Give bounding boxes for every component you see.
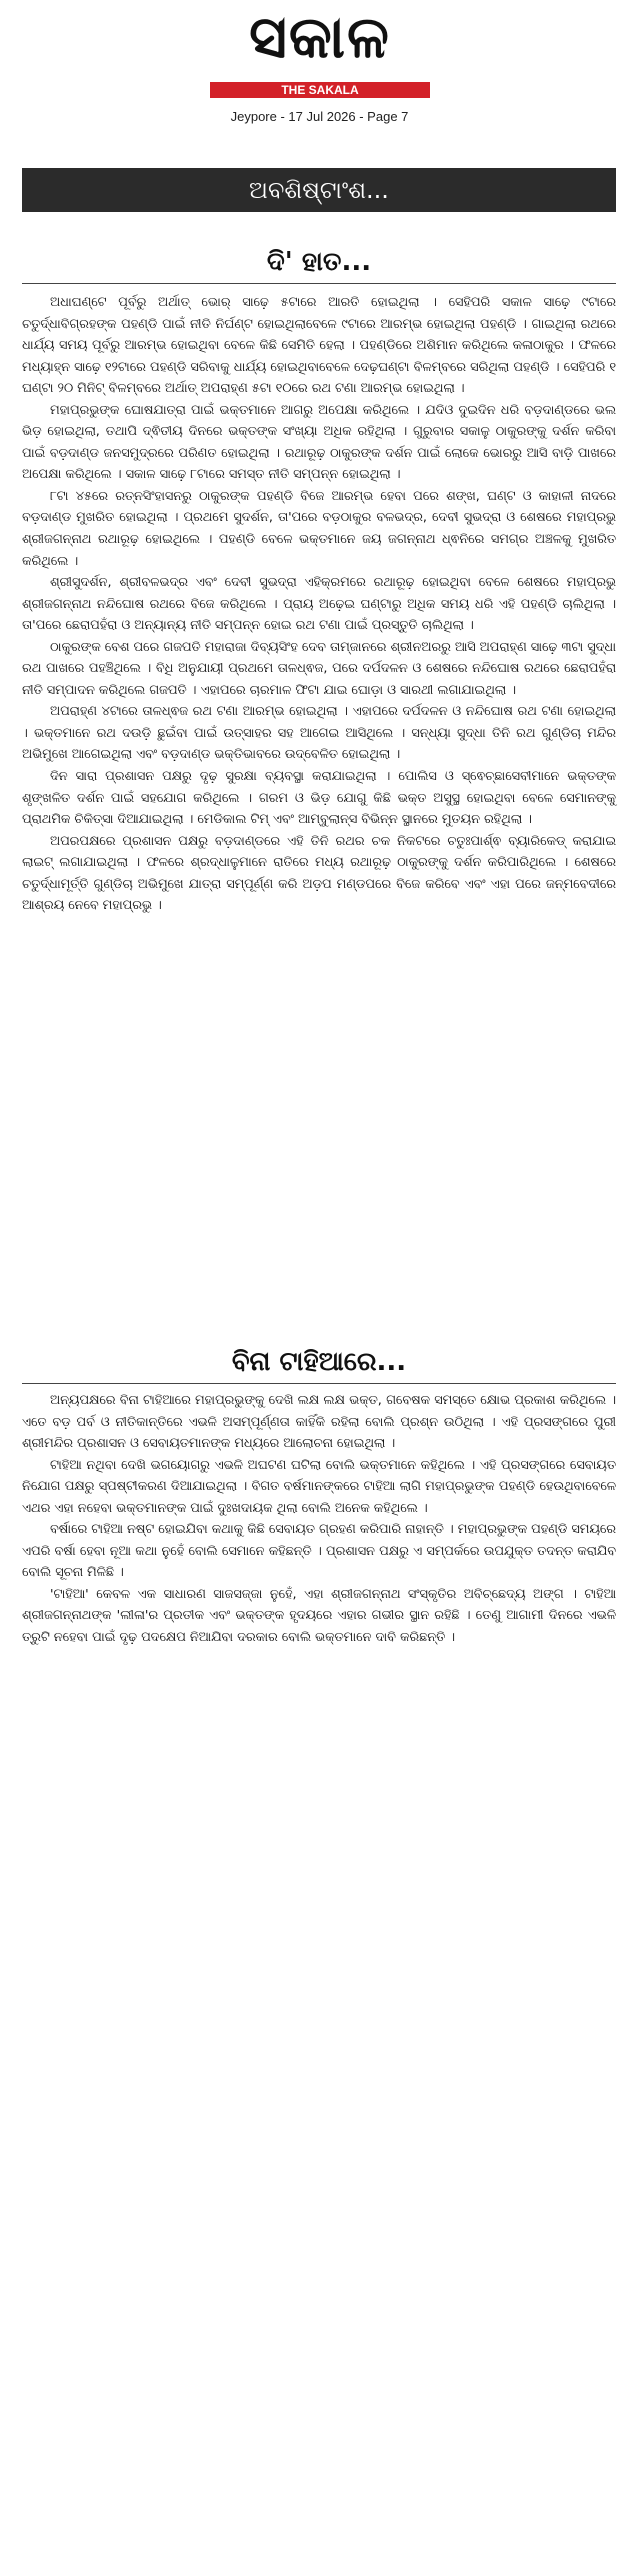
logo-subtitle: THE SAKALA (281, 83, 359, 97)
paragraph: ଅପରାହ୍ଣ ୪ଟାରେ ତାଳଧ୍ଵଜ ରଥ ଟଣା ଆରମ୍ଭ ହୋଇଥିଲା । ଏହାପରେ ଦର୍ପଦଳନ ଓ ନନ୍ଦିଘୋଷ ରଥ ଟଣା ହୋଇଥିଲା । ଭକ୍ତମାନେ ରଥ ଦଉଡ଼ି ଛୁଇଁବା ପାଇଁ ଉତ୍ସାହର ସହ ଆଗେଇ ଆସିଥିଲେ । ସନ୍ଧ୍ୟା ସୁଦ୍ଧା ତିନି ରଥ ଗୁଣ୍ଡିଚା ମନ୍ଦିର ଅଭିମୁଖେ ଆଗେଇଥିଲା ଏବଂ ବଡ଼ଦାଣ୍ଡ ଭକ୍ତିଭାବରେ ଉଦ୍‌ବେଳିତ ହୋଇଥିଲା । (22, 704, 616, 763)
article-2-body (22, 1390, 616, 2555)
section-banner (22, 168, 616, 212)
heading-rule (22, 283, 616, 284)
article-1-body (22, 292, 616, 1322)
paragraph: ଦିନ ସାରା ପ୍ରଶାସନ ପକ୍ଷରୁ ଦୃଢ଼ ସୁରକ୍ଷା ବ୍ୟବସ୍ଥା କରାଯାଇଥିଲା । ପୋଲିସ ଓ ସ୍ଵେଚ୍ଛାସେବୀମାନେ ଭକ୍ତଙ୍କ ଶୃଙ୍ଖଳିତ ଦର୍ଶନ ପାଇଁ ସହଯୋଗ କରିଥିଲେ । ଗରମ ଓ ଭିଡ଼ ଯୋଗୁ କିଛି ଭକ୍ତ ଅସୁସ୍ଥ ହୋଇଥିବା ବେଳେ ସେମାନଙ୍କୁ ପ୍ରାଥମିକ ଚିକିତ୍ସା ଦିଆଯାଇଥିଲା । ମେଡିକାଲ ଟିମ୍ ଏବଂ ଆମ୍ବୁଲାନ୍ସ ବିଭିନ୍ନ ସ୍ଥାନରେ ମୁତୟନ ରହିଥିଲା । (22, 769, 616, 828)
paragraph: 'ଟାହିଆ' କେବଳ ଏକ ସାଧାରଣ ସାଜସଜ୍ଜା ନୁହେଁ, ଏହା ଶ୍ରୀଜଗନ୍ନାଥ ସଂସ୍କୃତିର ଅବିଚ୍ଛେଦ୍ୟ ଅଙ୍ଗ । ଟାହିଆ ଶ୍ରୀଜଗନ୍ନାଥଙ୍କ 'ଲୀଳା'ର ପ୍ରତୀକ ଏବଂ ଭକ୍ତଙ୍କ ହୃଦୟରେ ଏହାର ଗଭୀର ସ୍ଥାନ ରହିଛି । ତେଣୁ ଆଗାମୀ ଦିନରେ ଏଭଳି ତ୍ରୁଟି ନହେବା ପାଇଁ ଦୃଢ଼ ପଦକ୍ଷେପ ନିଆଯିବା ଦରକାର ବୋଲି ଭକ୍ତମାନେ ଦାବି କରିଛନ୍ତି । (22, 1586, 616, 1646)
paragraph: ଅଧାଘଣ୍ଟେ ପୂର୍ବରୁ ଅର୍ଥାତ୍ ଭୋର୍ ସାଢ଼େ ୫ଟାରେ ଆରତି ହୋଇଥିଲା । ସେହିପରି ସକାଳ ସାଢ଼େ ୯ଟାରେ ଚତୁର୍ଦ୍ଧାବିଗ୍ରହଙ୍କ ପହଣ୍ଡି ପାଇଁ ନୀତି ନିର୍ଘଣ୍ଟ ହୋଇଥିଲାବେଳେ ୯ଟାରେ ଆରମ୍ଭ ହୋଇଥିଲା ପହଣ୍ଡି । ଗାଇଥିଲା ରଥରେ ଧାର୍ଯ୍ୟ ସମୟ ପୂର୍ବରୁ ଆରମ୍ଭ ହୋଇଥିବା ବେଳେ କିଛି ସେମିତି ହେଲା । ପହଣ୍ଡିରେ ଅଶିମାନ କରିଥିଲେ କଳାଠାକୁର । ଫଳରେ ମଧ୍ୟାହ୍ନ ସାଢ଼େ ୧୨ଟାରେ ପହଣ୍ଡି ସରିବାକୁ ଧାର୍ଯ୍ୟ ହୋଇଥିବାବେଳେ ଦେଢ଼ଘଣ୍ଟା ବିଳମ୍ବରେ ସରିଥିଲା ପହଣ୍ଡି । ସେହିପରି ୧ ଘଣ୍ଟା ୨୦ ମିନିଟ୍ ବିଳମ୍ବରେ ଅର୍ଥାତ୍ ଅପରାହ୍ଣ ୫ଟା ୧୦ରେ ରଥ ଟଣା ଆରମ୍ଭ ହୋଇଥିଲା । (22, 295, 616, 397)
paragraph: ଅନ୍ୟପକ୍ଷରେ ବିନା ଟାହିଆରେ ମହାପ୍ରଭୁଙ୍କୁ ଦେଖି ଲକ୍ଷ ଲକ୍ଷ ଭକ୍ତ, ଗବେଷକ ସମସ୍ତେ କ୍ଷୋଭ ପ୍ରକାଶ କରିଥିଲେ । ଏତେ ବଡ଼ ପର୍ବ ଓ ନୀତିକାନ୍ତିରେ ଏଭଳି ଅସମ୍ପୂର୍ଣ୍ଣତା କାହିଁକି ରହିଲା ବୋଲି ପ୍ରଶ୍ନ ଉଠିଥିଲା । ଏହି ପ୍ରସଙ୍ଗରେ ପୁରୀ ଶ୍ରୀମନ୍ଦିର ପ୍ରଶାସନ ଓ ସେବାୟତମାନଙ୍କ ମଧ୍ୟରେ ଆଲୋଚନା ହୋଇଥିଲା । (22, 1393, 616, 1452)
paragraph: ଟାହିଆ ନଥିବା ଦେଖି ଭଗୟୋଗରୁ ଏଭଳି ଅଘଟଣ ଘଟିଲା ବୋଲି ଭକ୍ତମାନେ କହିଥିଲେ । ଏହି ପ୍ରସଙ୍ଗରେ ସେବାୟତ ନିଯୋଗ ପକ୍ଷରୁ ସ୍ପଷ୍ଟୀକରଣ ଦିଆଯାଇଥିଲା । ବିଗତ ବର୍ଷମାନଙ୍କରେ ଟାହିଆ ଲାଗି ମହାପ୍ରଭୁଙ୍କ ପହଣ୍ଡି ହେଉଥିବାବେଳେ ଏଥର ଏହା ନହେବା ଭକ୍ତମାନଙ୍କ ପାଇଁ ଦୁଃଖଦାୟକ ଥିଲା ବୋଲି ଅନେକ କହିଥିଲେ । (22, 1457, 616, 1516)
paragraph: ମହାପ୍ରଭୁଙ୍କ ଘୋଷଯାତ୍ରା ପାଇଁ ଭକ୍ତମାନେ ଆଗରୁ ଅପେକ୍ଷା କରିଥିଲେ । ଯଦିଓ ଦୁଇଦିନ ଧରି ବଡ଼ଦାଣ୍ଡରେ ଭଲ ଭିଡ଼ ହୋଇଥିଲା, ତଥାପି ଦ୍ଵିତୀୟ ଦିନରେ ଭକ୍ତଙ୍କ ସଂଖ୍ୟା ଅଧିକ ରହିଥିଲା । ଗୁରୁବାର ସକାଳୁ ଠାକୁରଙ୍କୁ ଦର୍ଶନ କରିବା ପାଇଁ ବଡ଼ଦାଣ୍ଡ ଜନସମୁଦ୍ରରେ ପରିଣତ ହୋଇଥିଲା । ରଥାରୂଢ଼ ଠାକୁରଙ୍କ ଦର୍ଶନ ପାଇଁ ଲୋକେ ଭୋରରୁ ଆସି ବାଡ଼ି ପାଖରେ ଅପେକ୍ଷା କରିଥିଲେ । ସକାଳ ସାଢ଼େ ୮ଟାରେ ସମସ୍ତ ନୀତି ସମ୍ପନ୍ନ ହୋଇଥିଲା । (22, 402, 616, 483)
paragraph: ଠାକୁରଙ୍କ ବେଶ ପରେ ଗଜପତି ମହାରାଜା ଦିବ୍ୟସିଂହ ଦେବ ତାମ୍‌ଜାନରେ ଶ୍ରୀନଅରରୁ ଆସି ଅପରାହ୍ଣ ସାଢ଼େ ୩ଟା ସୁଦ୍ଧା ରଥ ପାଖରେ ପହଞ୍ଚିଥିଲେ । ବିଧି ଅନୁଯାୟୀ ପ୍ରଥମେ ତାଳଧ୍ଵଜ, ପରେ ଦର୍ପଦଳନ ଓ ଶେଷରେ ନନ୍ଦିଘୋଷ ରଥରେ ଛେରାପହଁରା ନୀତି ସମ୍ପାଦନ କରିଥିଲେ ଗଜପତି । ଏହାପରେ ଚାରମାଳ ଫିଟା ଯାଇ ଘୋଡ଼ା ଓ ସାରଥୀ ଲଗାଯାଇଥିଲା । (22, 639, 616, 698)
section-title: ଅବଶିଷ୍ଟାଂଶ... (249, 176, 389, 204)
article-2-heading: ବିନା ଟାହିଆରେ... (231, 1347, 407, 1377)
paragraph: ୮ଟା ୪୫ରେ ରତ୍ନସିଂହାସନରୁ ଠାକୁରଙ୍କ ପହଣ୍ଡି ବିଜେ ଆରମ୍ଭ ହେବା ପରେ ଶଙ୍ଖ, ଘଣ୍ଟ ଓ କାହାଳୀ ନାଦରେ ବଡ଼ଦାଣ୍ଡ ମୁଖରିତ ହୋଇଥିଲା । ପ୍ରଥମେ ସୁଦର୍ଶନ, ତା'ପରେ ବଡ଼ଠାକୁର ବଳଭଦ୍ର, ଦେବୀ ସୁଭଦ୍ରା ଓ ଶେଷରେ ମହାପ୍ରଭୁ ଶ୍ରୀଜଗନ୍ନାଥ ରଥାରୂଢ଼ ହୋଇଥିଲେ । ପହଣ୍ଡି ବେଳେ ଭକ୍ତମାନେ ଜୟ ଜଗନ୍ନାଥ ଧ୍ଵନିରେ ସମଗ୍ର ଅଞ୍ଚଳକୁ ମୁଖରିତ କରିଥିଲେ । (22, 488, 616, 569)
heading-rule (22, 1383, 616, 1384)
paragraph: ବର୍ଷାରେ ଟାହିଆ ନଷ୍ଟ ହୋଇଯିବା କଥାକୁ କିଛି ସେବାୟତ ଗ୍ରହଣ କରିପାରି ନାହାନ୍ତି । ମହାପ୍ରଭୁଙ୍କ ପହଣ୍ଡି ସମୟରେ ଏପରି ବର୍ଷା ହେବା ନୂଆ କଥା ନୁହେଁ ବୋଲି ସେମାନେ କହିଛନ୍ତି । ପ୍ରଶାସନ ପକ୍ଷରୁ ଏ ସମ୍ପର୍କରେ ଉପଯୁକ୍ତ ତଦନ୍ତ କରାଯିବ ବୋଲି ସୂଚନା ମିଳିଛି । (22, 1522, 616, 1581)
newspaper-logo (170, 2, 470, 80)
paragraph: ଅପରପକ୍ଷରେ ପ୍ରଶାସନ ପକ୍ଷରୁ ବଡ଼ଦାଣ୍ଡରେ ଏହି ତିନି ରଥର ଚକ ନିକଟରେ ଚତୁଃପାର୍ଶ୍ଵ ବ୍ୟାରିକେଡ୍ କରାଯାଇ ଲାଇଟ୍ ଲଗାଯାଇଥିଲା । ଫଳରେ ଶ୍ରଦ୍ଧାଳୁମାନେ ରାତିରେ ମଧ୍ୟ ରଥାରୂଢ଼ ଠାକୁରଙ୍କୁ ଦର୍ଶନ କରିପାରିଥିଲେ । ଶେଷରେ ଚତୁର୍ଦ୍ଧାମୂର୍ତ୍ତି ଗୁଣ୍ଡିଚା ଅଭିମୁଖେ ଯାତ୍ରା ସମ୍ପୂର୍ଣ୍ଣ କରି ଅଡ଼ପ ମଣ୍ଡପରେ ବିଜେ କରିବେ ଏବଂ ଏହା ପରେ ଜନ୍ମବେଦୀରେ ଆଶ୍ରୟ ନେବେ ମହାପ୍ରଭୁ । (22, 833, 616, 914)
masthead (0, 0, 639, 130)
paragraph: ଶ୍ରୀସୁଦର୍ଶନ, ଶ୍ରୀବଳଭଦ୍ର ଏବଂ ଦେବୀ ସୁଭଦ୍ରା ଏହିକ୍ରମରେ ରଥାରୂଢ଼ ହୋଇଥିବା ବେଳେ ଶେଷରେ ମହାପ୍ରଭୁ ଶ୍ରୀଜଗନ୍ନାଥ ନନ୍ଦିଘୋଷ ରଥରେ ବିଜେ କରିଥିଲେ । ପ୍ରାୟ ଅଢ଼େଇ ଘଣ୍ଟାରୁ ଅଧିକ ସମୟ ଧରି ଏହି ପହଣ୍ଡି ଚାଲିଥିଲା । ତା'ପରେ ଛେରାପହଁରା ଓ ଅନ୍ୟାନ୍ୟ ନୀତି ସମ୍ପନ୍ନ ହୋଇ ରଥ ଟଣା ପାଇଁ ପ୍ରସ୍ତୁତି ଚାଲିଥିଲା । (22, 575, 616, 634)
dateline: Jeypore - 17 Jul 2026 - Page 7 (230, 109, 409, 124)
article-1-heading: ଦି' ହାତ... (266, 247, 372, 277)
logo-text: ସକାଳ (249, 3, 391, 71)
logo-subtitle-bar (210, 82, 430, 98)
